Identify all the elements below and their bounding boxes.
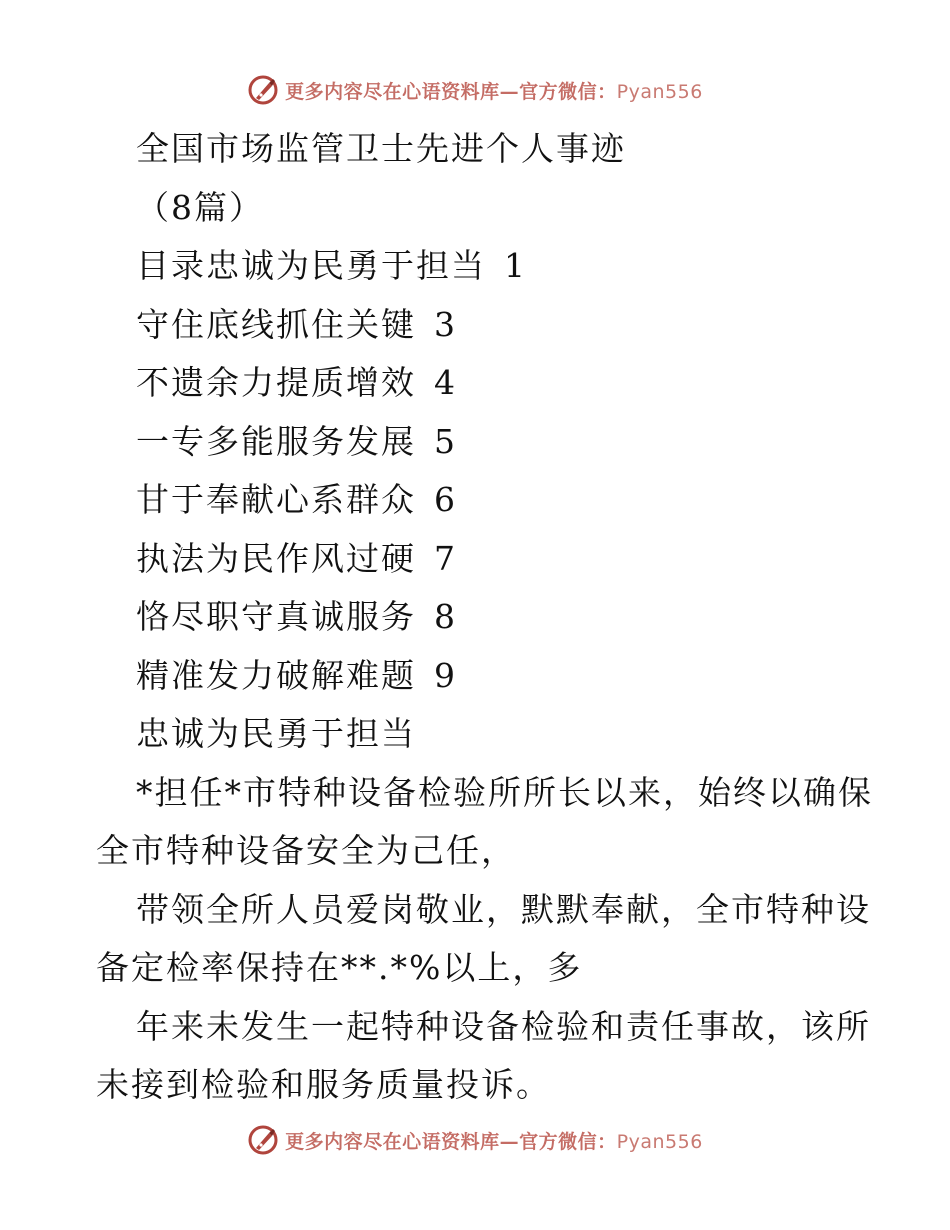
watermark-wechat-id: Pyan556 — [616, 1130, 703, 1153]
toc-prefix: 目录 — [136, 246, 206, 285]
toc-item — [96, 471, 856, 530]
toc-item-page: 6 — [434, 480, 457, 519]
toc-item-page: 9 — [434, 655, 457, 695]
toc-item-title: 守住底线抓住关键 — [136, 304, 416, 344]
toc-item-title: 一专多能服务发展 — [136, 421, 416, 461]
toc-item-page: 8 — [434, 597, 457, 636]
header-watermark — [247, 74, 703, 106]
toc-item-page: 4 — [434, 363, 457, 402]
toc-item — [96, 354, 856, 413]
paragraph-line: 带领全所人员爱岗敬业，默默奉献，全市特种设 — [136, 889, 871, 929]
watermark-text-cn: 更多内容尽在心语资料库—官方微信： — [285, 1130, 617, 1153]
watermark-text — [285, 1127, 703, 1154]
toc-item-page: 3 — [434, 304, 457, 344]
toc-item-title: 精准发力破解难题 — [136, 655, 416, 695]
toc-item-page: 7 — [434, 538, 457, 578]
paragraph — [96, 881, 871, 998]
watermark-text — [285, 77, 703, 104]
toc-item — [96, 413, 856, 472]
pen-nib-logo-icon — [247, 1124, 279, 1156]
toc-item-page: 5 — [434, 421, 457, 461]
toc-item-title: 执法为民作风过硬 — [136, 538, 416, 578]
toc-item-title: 恪尽职守真诚服务 — [136, 597, 416, 636]
paragraph-line: *担任*市特种设备检验所所长以来，始终以确保 — [136, 772, 873, 812]
toc-item — [96, 530, 856, 589]
document-title: 全国市场监管卫士先进个人事迹 — [136, 129, 626, 168]
toc-item-title: 甘于奉献心系群众 — [136, 480, 416, 519]
section-heading: 忠诚为民勇于担当 — [136, 714, 416, 753]
footer-watermark-banner — [0, 1120, 950, 1160]
pen-nib-logo-icon — [247, 74, 279, 106]
paragraph-line: 年来未发生一起特种设备检验和责任事故，该所 — [136, 1006, 871, 1046]
toc-item-title: 忠诚为民勇于担当 — [206, 246, 486, 285]
toc-item — [96, 647, 856, 706]
paragraph-line: 全市特种设备安全为己任， — [96, 831, 516, 870]
paragraph — [96, 764, 873, 881]
toc-item — [96, 296, 856, 355]
watermark-text-cn: 更多内容尽在心语资料库—官方微信： — [285, 80, 617, 103]
watermark-wechat-id: Pyan556 — [616, 80, 703, 103]
paragraph-line: 备定检率保持在**.*%以上，多 — [96, 948, 583, 987]
toc-item — [96, 588, 856, 647]
toc-item — [96, 237, 856, 296]
toc-item-title: 不遗余力提质增效 — [136, 363, 416, 402]
toc-item-page: 1 — [504, 246, 527, 285]
paragraph-line: 未接到检验和服务质量投诉。 — [96, 1065, 551, 1104]
document-subtitle: （8篇） — [136, 187, 264, 227]
paragraph — [96, 998, 871, 1115]
document-body — [96, 120, 873, 1115]
header-watermark-banner — [0, 70, 950, 110]
footer-watermark — [247, 1124, 703, 1156]
